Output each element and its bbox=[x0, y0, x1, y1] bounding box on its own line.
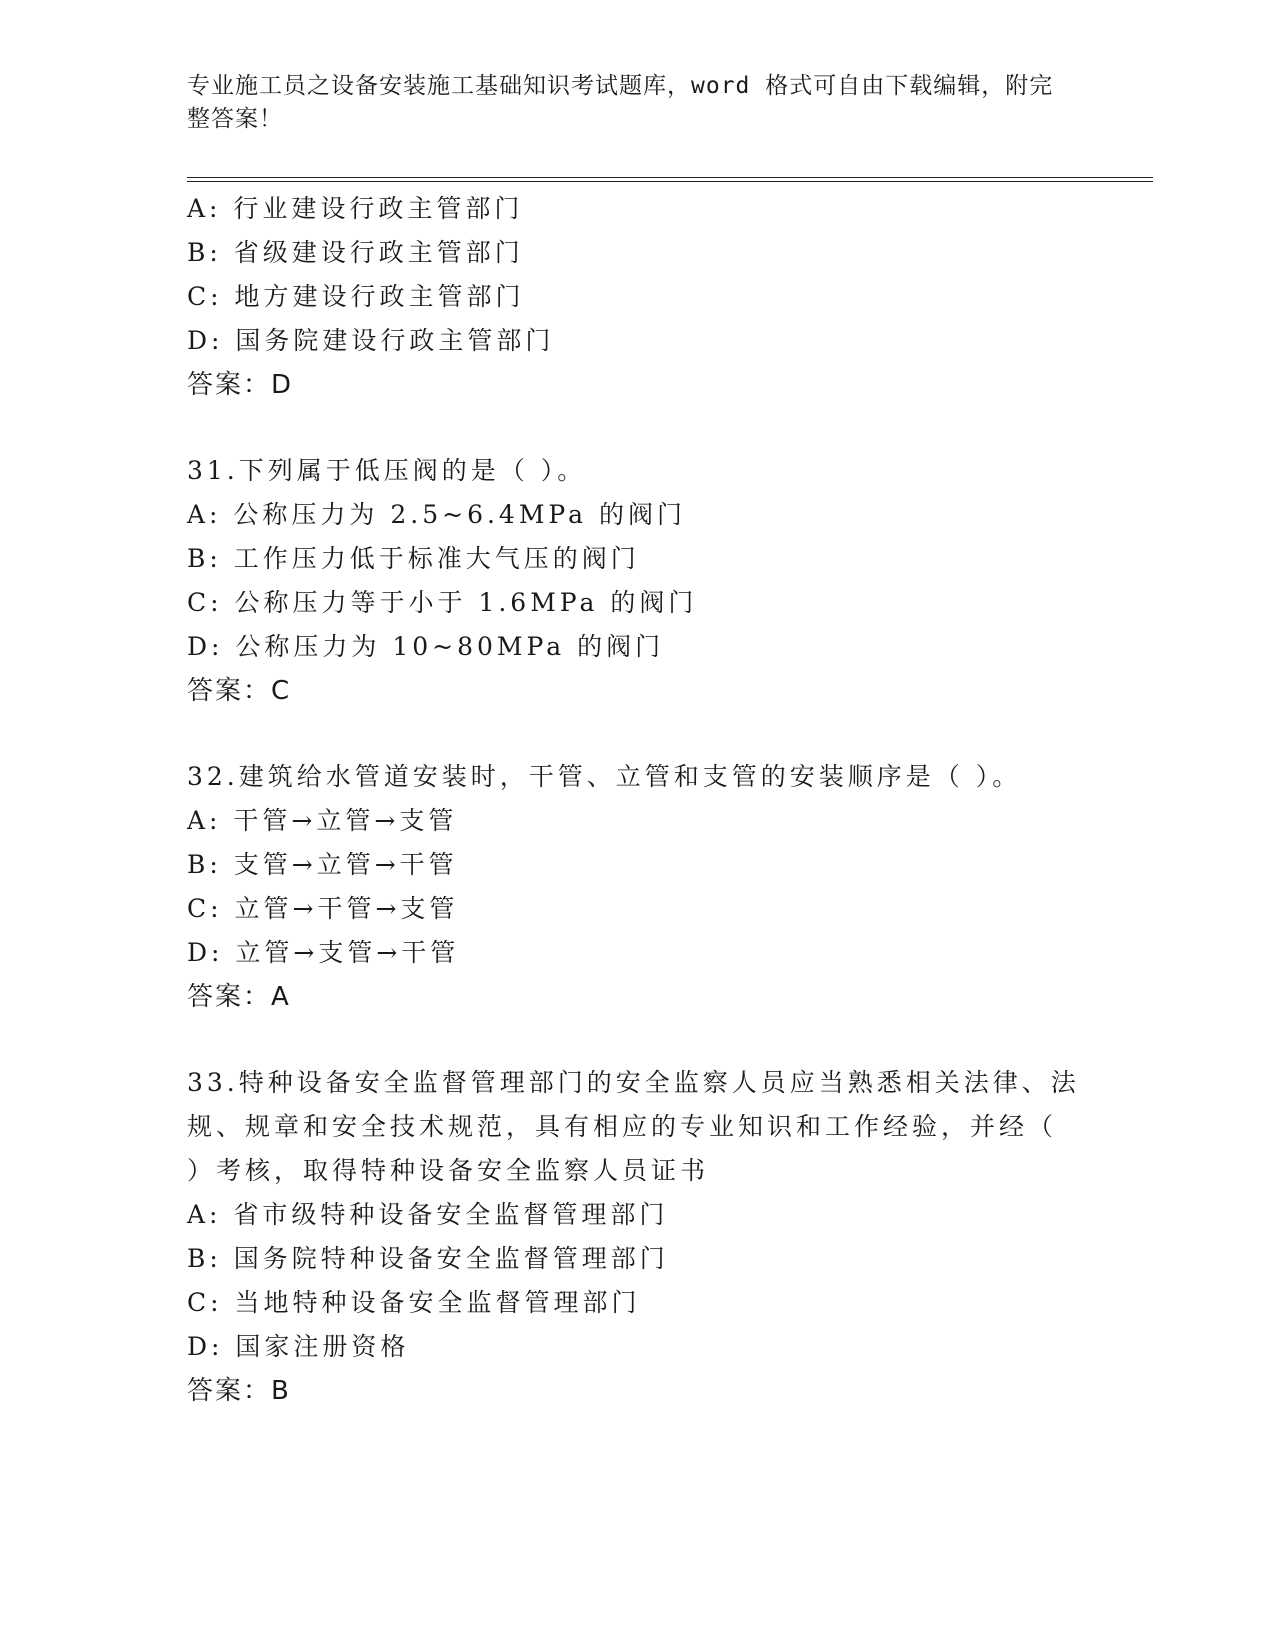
q33-option-c: C: 当地特种设备安全监督管理部门 bbox=[187, 1288, 641, 1317]
q32-option-c: C: 立管→干管→支管 bbox=[187, 894, 459, 923]
q32-answer: 答案：A bbox=[187, 982, 291, 1012]
prev-answer: 答案：D bbox=[187, 370, 294, 400]
header-divider bbox=[187, 177, 1153, 182]
q33-answer: 答案：B bbox=[187, 1376, 291, 1406]
header-line-2: 整答案！ bbox=[187, 106, 283, 132]
q31-option-b: B: 工作压力低于标准大气压的阀门 bbox=[187, 544, 640, 573]
prev-option-b: B: 省级建设行政主管部门 bbox=[187, 238, 524, 267]
document-header bbox=[187, 70, 1087, 136]
prev-option-d: D: 国务院建设行政主管部门 bbox=[187, 326, 555, 355]
q31-answer: 答案：C bbox=[187, 676, 292, 706]
q32-option-a: A: 干管→立管→支管 bbox=[187, 806, 458, 835]
q31-option-a: A: 公称压力为 2.5~6.4MPa 的阀门 bbox=[187, 500, 686, 529]
q33-stem-line-1: 33.特种设备安全监督管理部门的安全监察人员应当熟悉相关法律、法 bbox=[187, 1068, 1080, 1097]
q33-stem-line-2: 规、规章和安全技术规范，具有相应的专业知识和工作经验，并经（ bbox=[187, 1112, 1058, 1141]
q31-option-c: C: 公称压力等于小于 1.6MPa 的阀门 bbox=[187, 588, 698, 617]
q32-option-b: B: 支管→立管→干管 bbox=[187, 850, 458, 879]
header-line-1: 专业施工员之设备安装施工基础知识考试题库，word 格式可自由下载编辑，附完 bbox=[187, 73, 1054, 99]
prev-option-c: C: 地方建设行政主管部门 bbox=[187, 282, 525, 311]
q33-option-b: B: 国务院特种设备安全监督管理部门 bbox=[187, 1244, 669, 1273]
prev-option-a: A: 行业建设行政主管部门 bbox=[187, 194, 524, 223]
q33-option-d: D: 国家注册资格 bbox=[187, 1332, 410, 1361]
q32-stem: 32.建筑给水管道安装时，干管、立管和支管的安装顺序是（ ）。 bbox=[187, 762, 1022, 791]
q33-stem-line-3: ）考核，取得特种设备安全监察人员证书 bbox=[187, 1156, 710, 1185]
q31-option-d: D: 公称压力为 10~80MPa 的阀门 bbox=[187, 632, 665, 661]
q32-option-d: D: 立管→支管→干管 bbox=[187, 938, 460, 967]
q33-option-a: A: 省市级特种设备安全监督管理部门 bbox=[187, 1200, 669, 1229]
q31-stem: 31.下列属于低压阀的是（ ）。 bbox=[187, 456, 587, 485]
